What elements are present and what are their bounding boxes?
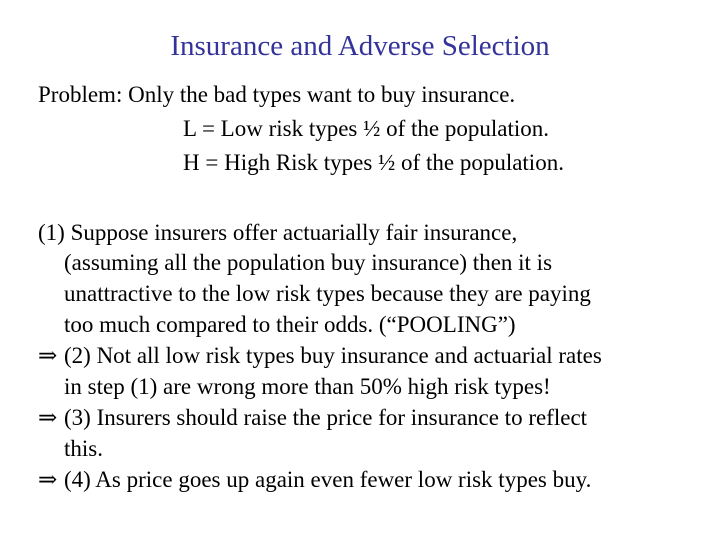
implies-arrow-icon: ⇒ (38, 467, 58, 492)
low-risk-line: L = Low risk types ½ of the population. (183, 116, 550, 141)
point-1-line-2: (assuming all the population buy insurance) then it is (64, 250, 553, 275)
problem-line: Problem: Only the bad types want to buy insurance. (38, 82, 516, 107)
point-2-text: (2) Not all low risk types buy insurance and actuarial rates (64, 343, 602, 368)
point-3-line-1 (38, 403, 587, 433)
high-risk-line: H = High Risk types ½ of the population. (183, 150, 564, 175)
point-1-line-3: unattractive to the low risk types because they are paying (64, 281, 591, 306)
point-1-line-1: (1) Suppose insurers offer actuarially fair insurance, (38, 220, 518, 245)
implies-arrow-icon: ⇒ (38, 405, 58, 430)
point-3-text: (3) Insurers should raise the price for insurance to reflect (64, 405, 588, 430)
point-2-line-2: in step (1) are wrong more than 50% high risk types! (64, 374, 551, 399)
implies-arrow-icon: ⇒ (38, 343, 58, 368)
point-2-line-1 (38, 341, 602, 371)
slide-title: Insurance and Adverse Selection (170, 30, 550, 62)
point-4-text: (4) As price goes up again even fewer low risk types buy. (64, 467, 592, 492)
point-3-line-2: this. (64, 436, 103, 461)
point-1-line-4: too much compared to their odds. (“POOLING”) (64, 312, 516, 337)
point-4-line-1 (38, 465, 591, 495)
